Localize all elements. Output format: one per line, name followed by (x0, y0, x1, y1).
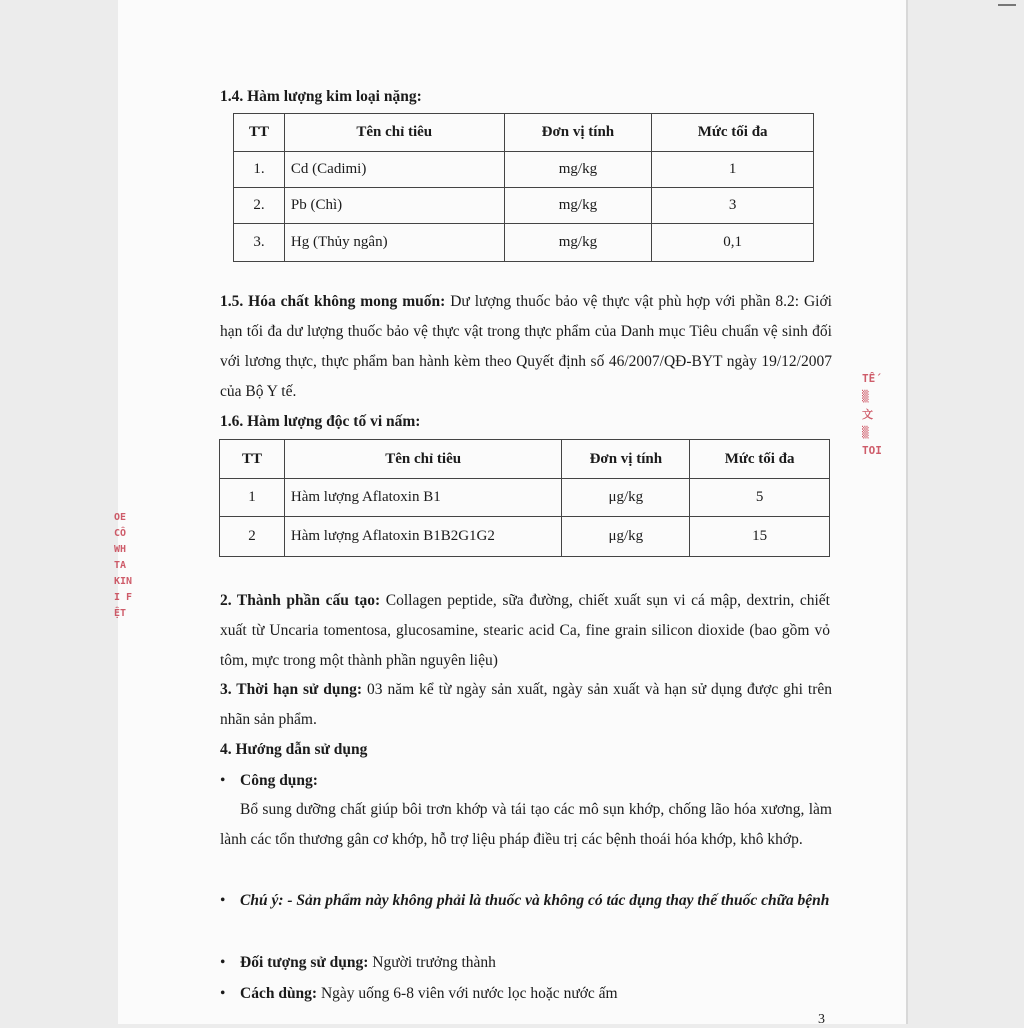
column-header: Tên chỉ tiêu (284, 114, 504, 152)
table-header-row (234, 114, 814, 152)
label-unwanted-chemicals: 1.5. Hóa chất không mong muốn: (220, 293, 446, 310)
table-cell: mg/kg (504, 152, 652, 188)
text-note: - Sản phẩm này không phải là thuốc và không có tác dụng thay thế thuốc chữa bệnh (283, 892, 830, 909)
bullet-dot-icon: • (220, 892, 226, 909)
table-cell: 2 (220, 517, 285, 557)
table-row (234, 188, 814, 224)
table-cell: μg/kg (562, 479, 690, 517)
table-cell: Pb (Chì) (284, 188, 504, 224)
text-unwanted-chemicals: Dư lượng thuốc bảo vệ thực vật phù hợp với phần 8.2: Giới hạn tối đa dư lượng thuốc bảo vệ thực vật trong thực phẩm của Danh mục Tiêu chuẩn vệ sinh đối với lương thực, thực phẩm ban hành kèm theo Quyết định số 46/2007/QĐ-BYT ngày 19/12/2007 của Bộ Y tế. (220, 293, 832, 400)
text-shelf-life: 03 năm kể từ ngày sản xuất, ngày sản xuất và hạn sử dụng được ghi trên nhãn sản phẩm. (220, 681, 832, 728)
table-header-row (220, 440, 830, 479)
table-row (234, 152, 814, 188)
table-cell: 0,1 (652, 224, 814, 262)
stamp-right-partial: TẾ ▒ 文 ▒ TOI (862, 372, 882, 457)
bullet-uses (220, 766, 830, 796)
table-cell: 15 (690, 517, 830, 557)
table-cell: Hàm lượng Aflatoxin B1 (284, 479, 562, 517)
table-cell: 1. (234, 152, 285, 188)
label-note: Chú ý: (240, 892, 284, 909)
column-header: TT (220, 440, 285, 479)
table-cell: μg/kg (562, 517, 690, 557)
column-header: Mức tối đa (690, 440, 830, 479)
table-row (220, 479, 830, 517)
table-cell: 2. (234, 188, 285, 224)
table-cell: 3 (652, 188, 814, 224)
table-cell: mg/kg (504, 224, 652, 262)
table-cell: mg/kg (504, 188, 652, 224)
bullet-target-users (220, 948, 830, 978)
column-header: Đơn vị tính (504, 114, 652, 152)
table-cell: Hg (Thủy ngân) (284, 224, 504, 262)
column-header: Đơn vị tính (562, 440, 690, 479)
bullet-dot-icon: • (220, 954, 226, 971)
text-dosage: Ngày uống 6-8 viên với nước lọc hoặc nước ấm (317, 985, 618, 1002)
label-dosage: Cách dùng: (240, 985, 318, 1002)
heading-usage-guide: 4. Hướng dẫn sử dụng (220, 741, 368, 758)
heading-mycotoxins: 1.6. Hàm lượng độc tố vi nấm: (220, 413, 421, 430)
column-header: Mức tối đa (652, 114, 814, 152)
bullet-dot-icon: • (220, 985, 226, 1002)
table-row (234, 224, 814, 262)
page-number: 3 (818, 1012, 825, 1027)
table-cell: Cd (Cadimi) (284, 152, 504, 188)
corner-mark (998, 4, 1016, 6)
table-cell: 5 (690, 479, 830, 517)
table-cell: 3. (234, 224, 285, 262)
table-cell: 1 (652, 152, 814, 188)
table-mycotoxins (219, 439, 830, 557)
table-heavy-metals (233, 113, 814, 262)
paragraph-composition (220, 586, 830, 676)
label-target-users: Đối tượng sử dụng: (240, 954, 369, 971)
bullet-note (220, 886, 832, 916)
column-header: Tên chỉ tiêu (284, 440, 562, 479)
table-row (220, 517, 830, 557)
table-cell: Hàm lượng Aflatoxin B1B2G1G2 (284, 517, 562, 557)
stamp-left-partial: OE CÔ WH TA KIN I F ỆT (114, 512, 133, 619)
label-uses: Công dụng: (240, 772, 318, 789)
label-composition: 2. Thành phần cấu tạo: (220, 592, 381, 609)
column-header: TT (234, 114, 285, 152)
table-cell: 1 (220, 479, 285, 517)
label-shelf-life: 3. Thời hạn sử dụng: (220, 681, 363, 698)
heading-heavy-metals: 1.4. Hàm lượng kim loại nặng: (220, 88, 422, 105)
paragraph-uses: Bổ sung dưỡng chất giúp bôi trơn khớp và tái tạo các mô sụn khớp, chống lão hóa xương, làm lành các tổn thương gân cơ khớp, hỗ trợ liệu pháp điều trị các bệnh thoái hóa khớp, khô khớp. (220, 801, 832, 848)
paragraph-shelf-life (220, 675, 832, 735)
text-composition: Collagen peptide, sữa đường, chiết xuất sụn vi cá mập, dextrin, chiết xuất từ Uncaria tomentosa, glucosamine, stearic acid Ca, fine grain silicon dioxide (bao gồm vỏ tôm, mực trong một thành phần nguyên liệu) (220, 592, 830, 669)
bullet-dot-icon: • (220, 772, 226, 789)
paragraph-unwanted-chemicals (220, 287, 832, 407)
text-target-users: Người trưởng thành (368, 954, 496, 971)
page-edge-divider (906, 0, 908, 1024)
bullet-dosage (220, 979, 830, 1009)
